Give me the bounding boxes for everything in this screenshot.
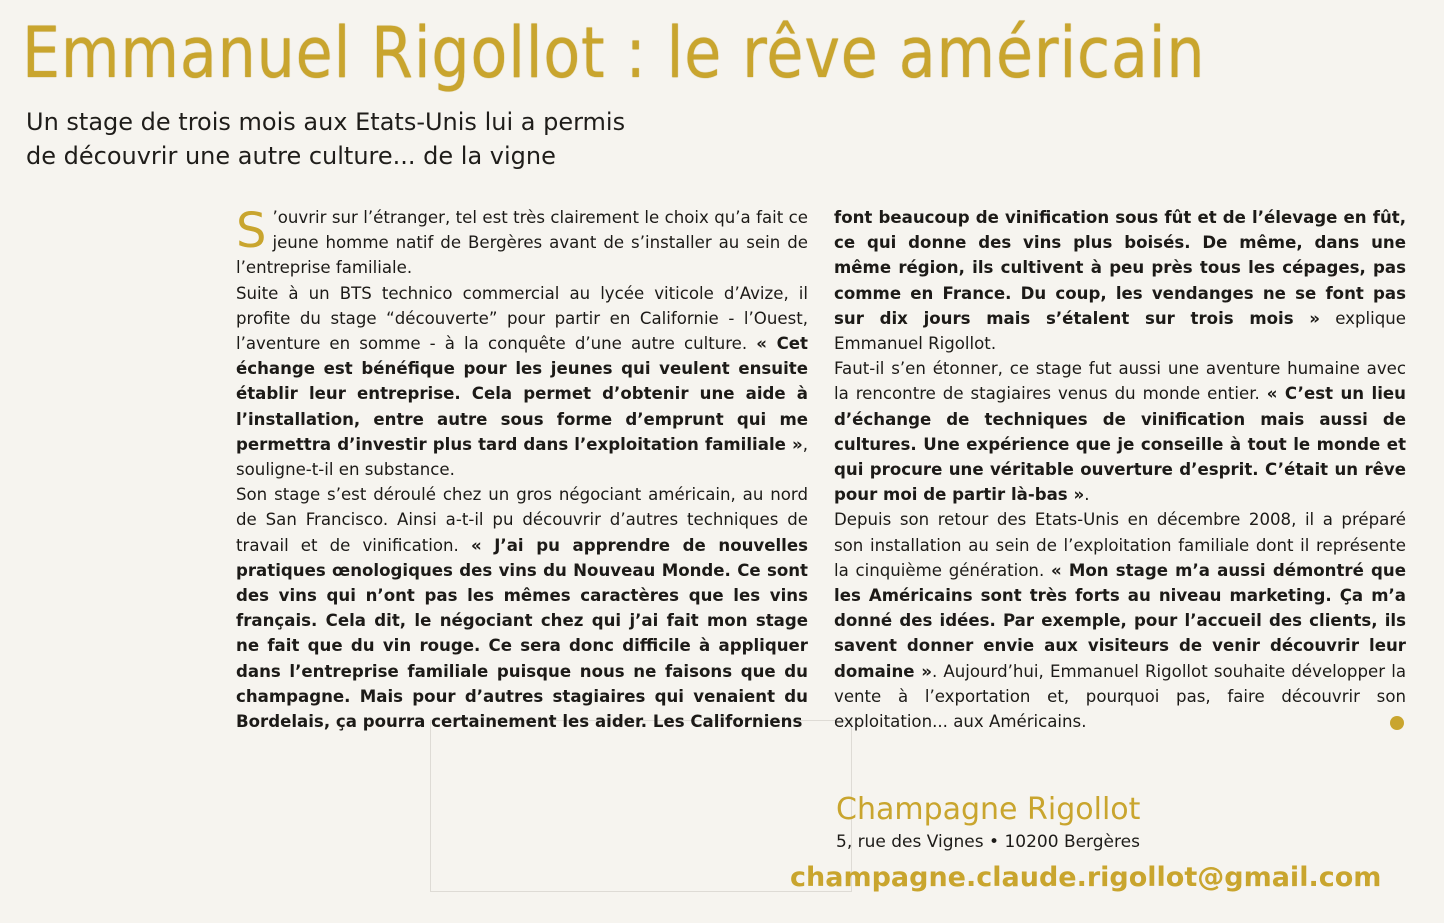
paragraph-intro — [236, 205, 808, 281]
return-text: Depuis son retour des Etats-Unis en décembre 2008, il a préparé son installation au sein de l’exploitation familiale dont il représente la cinquième génération. — [834, 510, 1406, 580]
paragraph-stage — [236, 482, 808, 734]
subtitle-line-1: Un stage de trois mois aux Etats-Unis lui a permis — [26, 108, 626, 136]
vinification-quote: font beaucoup de vinification sous fût et de l’élevage en fût, ce qui donne des vins plus boisés. De même, dans une même région, ils cultivent à peu près tous les cépages, pas comme en France. Du coup, les vendanges ne se font pas sur dix jours mais s’étalent sur trois mois » — [834, 208, 1406, 328]
human-text: Faut-il s’en étonner, ce stage fut aussi une aventure humaine avec la rencontre de stagiaires venus du monde entier. — [834, 359, 1406, 404]
stage-text: Son stage s’est déroulé chez un gros négociant américain, au nord de San Francisco. Ainsi a-t-il pu découvrir d’autres techniques de travail et de vinification. — [236, 485, 808, 555]
intro-text: ’ouvrir sur l’étranger, tel est très clairement le choix qu’a fait ce jeune homme natif de Bergères avant de s’installer au sein de l’entreprise familiale. — [236, 208, 808, 278]
article-subtitle — [26, 105, 686, 173]
paragraph-return — [834, 507, 1406, 734]
end-of-article-dot-icon — [1390, 716, 1404, 730]
stage-quote: « J’ai pu apprendre de nouvelles pratiques œnologiques des vins du Nouveau Monde. Ce sont des vins qui n’ont pas les mêmes caractères que les vins français. Cela dit, le négociant chez qui j’ai fait mon stage ne fait que du vin rouge. Ce sera donc difficile à appliquer dans l’entreprise familiale puisque nous ne faisons que du champagne. Mais pour d’autres stagiaires qui venaient du Bordelais, ça pourra certainement les aider. Les Californiens — [236, 535, 808, 732]
bts-end: , souligne-t-il en substance. — [236, 434, 808, 480]
contact-email-link[interactable]: champagne.claude.rigollot@gmail.com — [790, 862, 1382, 893]
paragraph-vinification — [834, 205, 1406, 356]
article-title: Emmanuel Rigollot : le rêve américain — [22, 12, 1206, 94]
return-end: . Aujourd’hui, Emmanuel Rigollot souhaite développer la vente à l’exportation et, pourquoi pas, faire découvrir son exploitation... aux Américains. — [834, 661, 1406, 732]
human-end: . — [1084, 485, 1090, 505]
vinification-end: explique Emmanuel Rigollot. — [834, 308, 1406, 354]
contact-name: Champagne Rigollot — [836, 792, 1141, 827]
drop-cap: S — [236, 203, 267, 259]
article-column-left — [236, 205, 808, 734]
paragraph-human — [834, 356, 1406, 507]
paragraph-bts — [236, 281, 808, 483]
article-column-right — [834, 205, 1406, 734]
bts-quote: « Cet échange est bénéfique pour les jeunes qui veulent ensuite établir leur entreprise. Cela permet d’obtenir une aide à l’installation, entre autre sous forme d’emprunt qui me permettra d’investir plus tard dans l’exploitation familiale » — [236, 334, 808, 454]
contact-address: 5, rue des Vignes • 10200 Bergères — [836, 832, 1140, 852]
bts-text: Suite à un BTS technico commercial au lycée viticole d’Avize, il profite du stage “découverte” pour partir en Californie - l’Ouest, l’aventure en somme - à la conquête d’une autre culture. — [236, 283, 808, 354]
return-quote: « Mon stage m’a aussi démontré que les Américains sont très forts au niveau marketing. Ça m’a donné des idées. Par exemple, pour l’accueil des clients, ils savent donner envie aux visiteurs de venir découvrir leur domaine » — [834, 560, 1406, 681]
subtitle-line-2: de découvrir une autre culture... de la vigne — [26, 142, 556, 170]
human-quote: « C’est un lieu d’échange de techniques de vinification mais aussi de cultures. Une expérience que je conseille à tout le monde et qui procure une véritable ouverture d’esprit. C’était un rêve pour moi de partir là-bas » — [834, 384, 1406, 505]
show-through-frame — [430, 720, 852, 892]
